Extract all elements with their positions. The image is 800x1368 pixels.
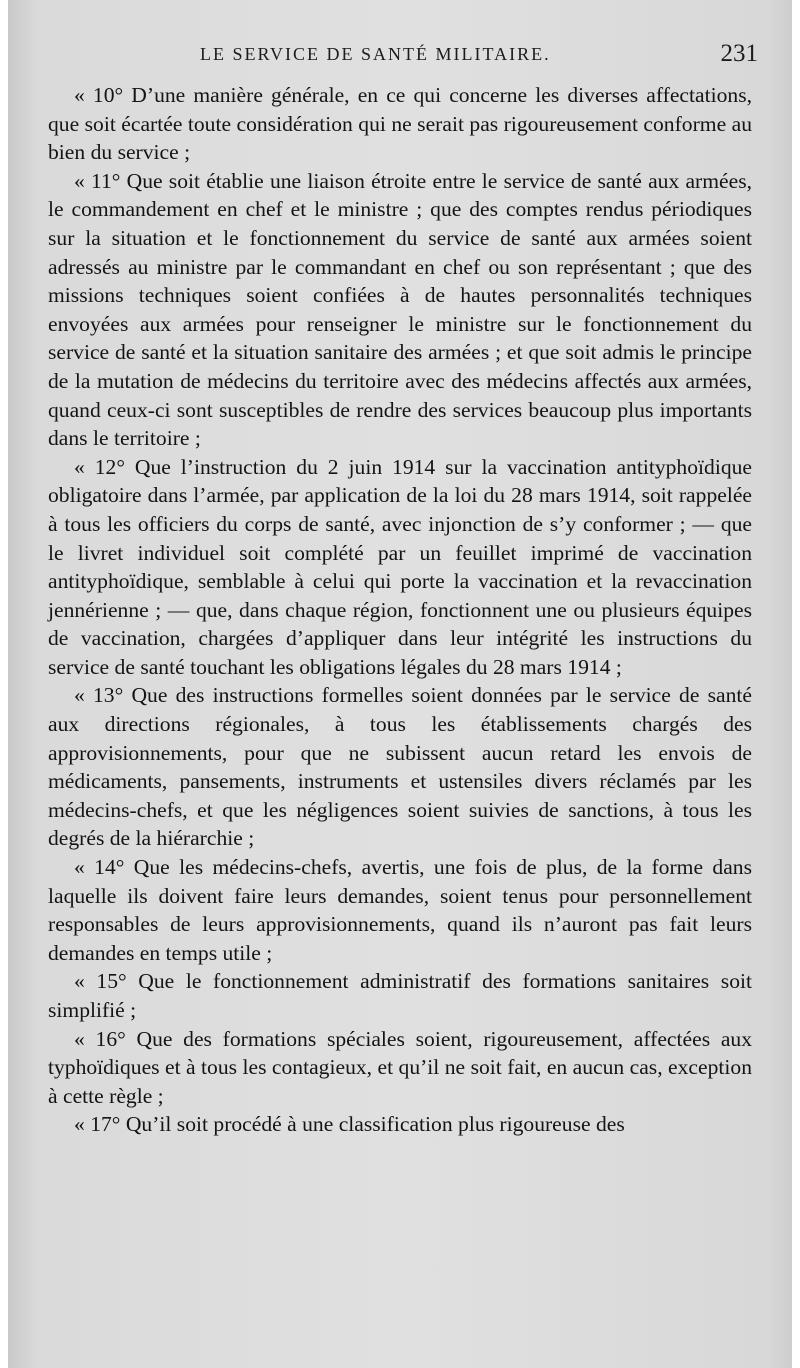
scanned-book-page <box>8 0 792 1368</box>
paragraph-item-17: « 17° Qu’il soit procédé à une classification plus rigoureuse des <box>74 1112 625 1137</box>
page-number: 231 <box>720 40 758 67</box>
paragraph-item-10: « 10° D’une manière générale, en ce qui concerne les diverses affectations, que soit écartée toute considération qui ne serait pas rigoureusement conforme au bien du service ; <box>48 83 752 165</box>
running-title: LE SERVICE DE SANTÉ MILITAIRE. <box>200 44 551 64</box>
page-header <box>8 40 792 74</box>
paragraph-item-11: « 11° Que soit établie une liaison étroite entre le service de santé aux armées, le commandement en chef et le ministre ; que des comptes rendus périodiques sur la situation et le fonctionnement du service de santé aux armées soient adressés au ministre par le commandant en chef ou son représentant ; que des missions techniques soient confiées à de hautes personnalités techniques envoyées aux armées pour renseigner le ministre sur le fonctionnement du service de santé et la situation sanitaire des armées ; et que soit admis le principe de la mutation de médecins du territoire avec des médecins affectés aux armées, quand ceux-ci sont susceptibles de rendre des services beaucoup plus importants dans le territoire ; <box>48 168 752 451</box>
paragraph-item-15: « 15° Que le fonctionnement administratif des formations sanitaires soit simplifié ; <box>48 969 752 1022</box>
paragraph-item-16: « 16° Que des formations spéciales soient, rigoureusement, affectées aux typhoïdiques et à tous les contagieux, et qu’il ne soit fait, en aucun cas, exception à cette règle ; <box>48 1026 752 1108</box>
paragraph-item-13: « 13° Que des instructions formelles soient données par le service de santé aux directions régionales, à tous les établissements chargés des approvisionnements, pour que ne subissent aucun retard les envois de médicaments, pansements, instruments et ustensiles divers réclamés par les médecins-chefs, et que les négligences soient suivies de sanctions, à tous les degrés de la hiérarchie ; <box>48 683 752 851</box>
paragraph-item-14: « 14° Que les médecins-chefs, avertis, une fois de plus, de la forme dans laquelle ils doivent faire leurs demandes, soient tenus pour personnellement responsables de leurs approvisionnements, quand ils n’auront pas fait leurs demandes en temps utile ; <box>48 855 752 965</box>
body-text <box>48 81 752 1139</box>
paragraph-item-12: « 12° Que l’instruction du 2 juin 1914 sur la vaccination antityphoïdique obligatoire dans l’armée, par application de la loi du 28 mars 1914, soit rappelée à tous les officiers du corps de santé, avec injonction de s’y conformer ; — que le livret individuel soit complété par un feuillet imprimé de vaccination antityphoïdique, semblable à celui qui porte la vaccination et la revaccination jennérienne ; — que, dans chaque région, fonctionnent une ou plusieurs équipes de vaccination, chargées d’appliquer dans leur intégrité les instructions du service de santé touchant les obligations légales du 28 mars 1914 ; <box>48 454 752 679</box>
